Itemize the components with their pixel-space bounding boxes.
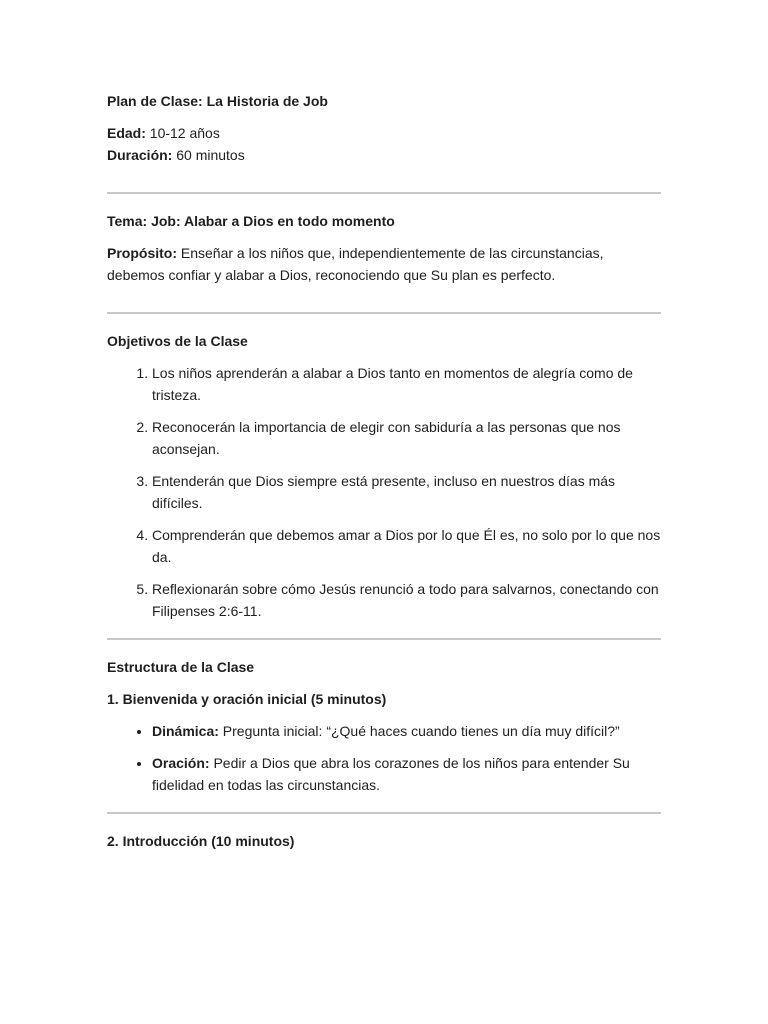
list-item: 5. Reflexionarán sobre cómo Jesús renunció a todo para salvarnos, conectando con Filipenses 2:6-11. [152,578,661,622]
age-label: Edad: [107,125,146,141]
age-value: 10-12 años [145,125,220,141]
divider [107,638,661,640]
section1-bullets [107,720,661,796]
bullet-label: Oración: [152,755,210,771]
purpose-text: Enseñar a los niños que, independientemente de las circunstancias, debemos confiar y alabar a Dios, reconociendo que Su plan es perfecto. [107,245,604,283]
divider [107,812,661,814]
purpose-label: Propósito: [107,245,177,261]
objectives-title: Objetivos de la Clase [107,333,248,349]
duration-label: Duración: [107,147,173,163]
list-item: 2. Reconocerán la importancia de elegir con sabiduría a las personas que nos aconsejan. [152,416,661,460]
section2-title: 2. Introducción (10 minutos) [107,833,295,849]
structure-title: Estructura de la Clase [107,659,255,675]
age-line [107,122,661,144]
duration-line [107,144,661,166]
list-item [152,752,661,796]
section1-title: 1. Bienvenida y oración inicial (5 minutos) [107,691,387,707]
lesson-title: Plan de Clase: La Historia de Job [107,93,328,109]
bullet-text: Pregunta inicial: “¿Qué haces cuando tienes un día muy difícil?” [218,723,620,739]
objectives-list [107,362,661,622]
theme-title: Tema: Job: Alabar a Dios en todo momento [107,213,395,229]
bullet-label: Dinámica: [152,723,219,739]
bullet-text: Pedir a Dios que abra los corazones de los niños para entender Su fidelidad en todas las circunstancias. [152,755,630,793]
purpose-paragraph [107,242,661,286]
list-item: 1. Los niños aprenderán a alabar a Dios tanto en momentos de alegría como de tristeza. [152,362,661,406]
list-item: 3. Entenderán que Dios siempre está presente, incluso en nuestros días más difíciles. [152,470,661,514]
list-item [152,720,661,742]
list-item: 4. Comprenderán que debemos amar a Dios por lo que Él es, no solo por lo que nos da. [152,524,661,568]
divider [107,312,661,314]
duration-value: 60 minutos [172,147,245,163]
divider [107,192,661,194]
